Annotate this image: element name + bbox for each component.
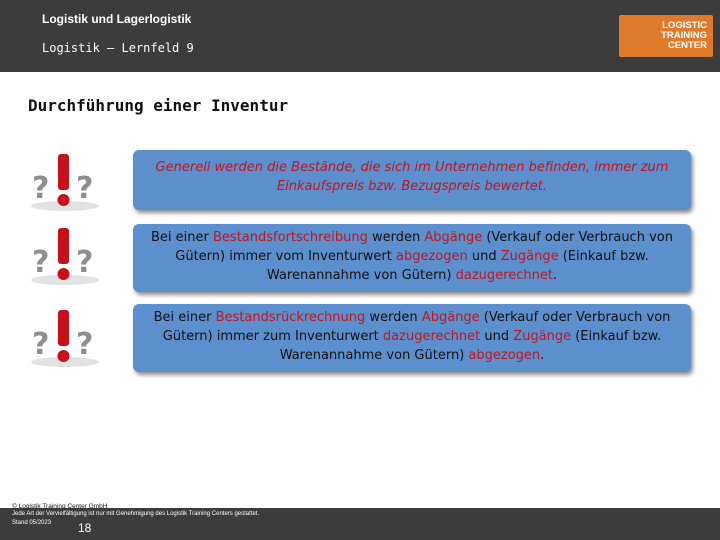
page-title: Durchführung einer Inventur [28,96,289,115]
card-text: werden [365,310,422,325]
card-text: (Verkauf oder Verbrauch von Gütern) immer zum Inventurwert [162,310,671,344]
footer-stand: Stand 05/2023 [12,520,52,526]
svg-text:?: ? [76,327,94,362]
highlight-term: dazugerechnet [455,268,553,283]
question-exclamation-icon [28,148,102,212]
svg-text:?: ? [76,245,94,280]
svg-text:?: ? [76,171,94,206]
info-card-bestandsfortschreibung [133,224,691,292]
footer-notice: Jede Art der Vervielfältigung ist nur mit Genehmigung des Logistik Training Centers gestattet. [12,511,260,517]
highlight-term: Abgänge [424,230,483,245]
highlight-term: dazugerechnet [382,329,481,344]
info-card-valuation [133,150,691,210]
highlight-term: Bestandsrückrechnung [215,310,366,325]
card-text: Bei einer [153,310,216,325]
highlight-term: abgezogen [468,348,541,363]
card-text: (Einkauf bzw. Warenannahme von Gütern) [279,329,662,363]
card-text: (Einkauf bzw. Warenannahme von Gütern) [266,249,649,283]
highlight-term: abgezogen [395,249,468,264]
info-card-bestandsrueckrechnung [133,304,691,372]
svg-text:?: ? [32,245,50,280]
question-exclamation-icon [28,222,102,286]
svg-text:?: ? [32,171,50,206]
highlight-term: Abgänge [421,310,480,325]
svg-text:?: ? [32,327,50,362]
header-title: Logistik und Lagerlogistik [42,12,192,26]
header-subtitle: Logistik – Lernfeld 9 [42,41,194,55]
card-text: . [552,268,558,283]
card-text: werden [367,230,425,245]
question-exclamation-icon [28,304,102,368]
logo [619,15,713,57]
page-number: 18 [78,521,92,535]
card-text: (Verkauf oder Verbrauch von Gütern) immer vom Inventurwert [175,230,673,264]
footer-copyright: © Logistik Training Center GmbH [12,503,108,510]
card-text: und [480,329,514,344]
card-text: . [540,348,545,363]
card-text: Bei einer [151,230,214,245]
logo-text: LOGISTIC TRAINING CENTER [661,20,707,51]
header-bar [0,0,720,72]
highlight-term: Zugänge [500,249,559,264]
highlight-term: Bestandsfortschreibung [213,230,368,245]
highlight-term: Zugänge [513,329,572,344]
card-text: und [467,249,501,264]
highlight-term: Generell werden die Bestände, die sich im Unternehmen befinden, immer zum Einkaufspreis bzw. Bezugspreis bewertet. [155,160,669,194]
